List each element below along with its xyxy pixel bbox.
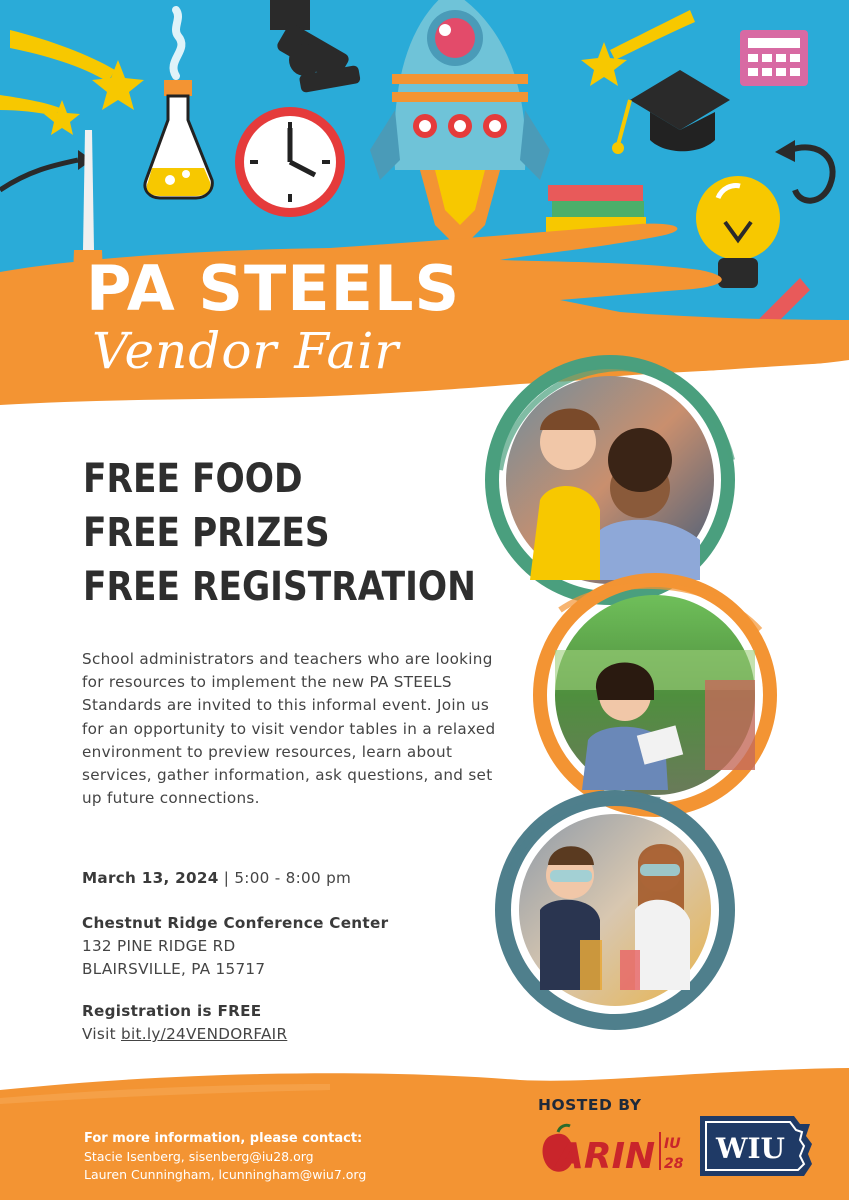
contact-info	[84, 1130, 366, 1184]
photo-girl-nature	[540, 580, 770, 810]
free-registration-text: FREE REGISTRATION	[83, 564, 476, 610]
clock-icon	[235, 107, 345, 217]
free-food-text: FREE FOOD	[83, 456, 303, 502]
hosted-by-label: HOSTED BY	[538, 1096, 642, 1114]
free-prizes-text: FREE PRIZES	[83, 510, 330, 556]
wiu-logo	[696, 1110, 816, 1182]
photo-kids-computer	[492, 362, 732, 598]
event-date-time	[82, 867, 351, 890]
event-venue	[82, 912, 388, 982]
event-time: 5:00 - 8:00 pm	[234, 869, 352, 887]
event-description: School administrators and teachers who are looking for resources to implement the new PA STEELS Standards are invited to this informal event. Join us for an opportunity to visit vendor tables in a relaxed environment to preview resources, learn about services, gather information, ask questions, and set up future connections.	[82, 650, 496, 808]
arin-number-text: 28	[664, 1156, 684, 1172]
address-line-1: 132 PINE RIDGE RD	[82, 937, 236, 956]
contact-lauren: Lauren Cunningham, lcunningham@wiu7.org	[84, 1167, 367, 1182]
event-date: March 13, 2024	[82, 869, 219, 887]
registration-heading: Registration is FREE	[82, 1002, 262, 1020]
photo-collage	[470, 350, 849, 1050]
calculator-icon	[740, 30, 808, 86]
arin-wordmark: ARIN	[556, 1136, 656, 1177]
page-subtitle: Vendor Fair	[92, 322, 400, 380]
wiu-wordmark: WIU	[716, 1132, 785, 1165]
date-separator: |	[218, 869, 235, 887]
contact-stacie: Stacie Isenberg, sisenberg@iu28.org	[84, 1149, 314, 1164]
registration-link[interactable]: bit.ly/24VENDORFAIR	[121, 1025, 288, 1044]
visit-label: Visit	[82, 1025, 121, 1044]
photo-lab-students	[503, 798, 727, 1022]
contact-heading: For more information, please contact:	[84, 1131, 363, 1146]
page-title: PA STEELS	[86, 252, 461, 325]
venue-name: Chestnut Ridge Conference Center	[82, 914, 389, 932]
arin-logo	[538, 1122, 688, 1177]
arin-iu-text: IU	[664, 1136, 681, 1152]
address-line-2: BLAIRSVILLE, PA 15717	[82, 960, 266, 979]
